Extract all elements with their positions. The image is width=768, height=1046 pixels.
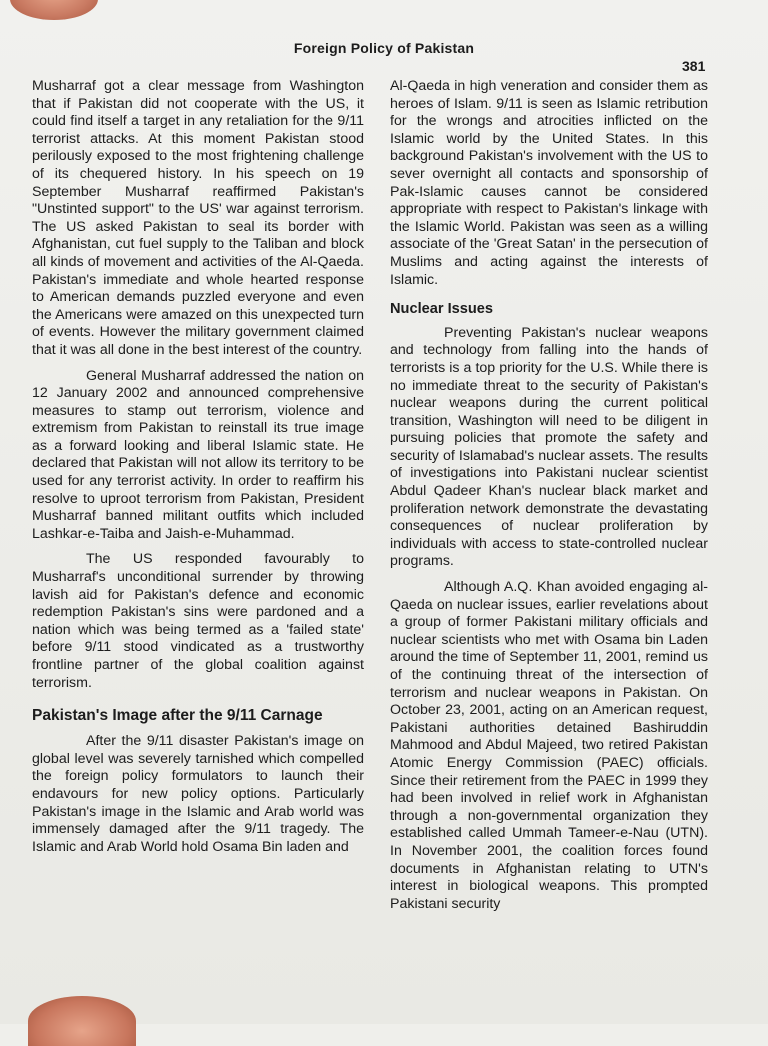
paragraph: Although A.Q. Khan avoided engaging al-Qaeda on nuclear issues, earlier revelations about a group of former Pakistani military officials and nuclear scientists who met with Osama bin Laden around the time of September 11, 2001, remind us of the continuing threat of the intersection of terrorism and nuclear weapons in Pakistan. On October 23, 2001, acting on an American request, Pakistani authorities detained Bashiruddin Mahmood and Abdul Majeed, two retired Pakistan Atomic Energy Commission (PAEC) officials. Since their retirement from the PAEC in 1999 they had been involved in relief work in Afghanistan through a non-governmental organization they established called Ummah Tameer-e-Nau (UTN). In November 2001, the coalition forces found documents in Afghanistan relating to UTN's interest in biological weapons. This prompted Pakistani security <box>390 579 708 912</box>
section-heading: Nuclear Issues <box>390 301 494 318</box>
paragraph: Preventing Pakistan's nuclear weapons and technology from falling into the hands of terrorists is a top priority for the U.S. While there is no immediate threat to the security of Pakistan's nuclear weapons during the current political transition, Washington will need to be diligent in pursuing policies that promote the safety and security of Islamabad's nuclear assets. The results of investigations into Pakistani nuclear scientist Abdul Qadeer Khan's nuclear black market and proliferation network demonstrate the devastating consequences of nuclear proliferation by individuals with access to state-controlled nuclear programs. <box>390 324 708 570</box>
thumb-top <box>10 0 98 20</box>
running-title: Foreign Policy of Pakistan <box>293 40 475 56</box>
paragraph: Musharraf got a clear message from Washington that if Pakistan did not cooperate with the US, it could find itself a target in any retaliation for the 9/11 terrorist attacks. At this moment Pakistan stood perilously exposed to the most frightening challenge of its chequered history. In his speech on 19 September Musharraf reaffirmed Pakistan's "Unstinted support" to the US' war against terrorism. The US asked Pakistan to seal its border with Afghanistan, cut fuel supply to the Taliban and block all kinds of movement and activities of the Al-Qaeda. Pakistan's immediate and whole hearted response to American demands puzzled everyone and even the Americans were amazed on this unexpected turn of events. However the military government claimed that it was all done in the best interest of the country. <box>32 78 364 358</box>
page-number: 381 <box>682 58 706 74</box>
paragraph: Al-Qaeda in high veneration and consider them as heroes of Islam. 9/11 is seen as Islamic retribution for the wrongs and atrocities inflicted on the Islamic world by the United States. In this background Pakistan's involvement with the US to sever overnight all contacts and sponsorship of Pak-Islamic causes cannot be considered appropriate with respect to Pakistan's linkage with the Islamic World. Pakistan was seen as a willing associate of the 'Great Satan' in the persecution of Muslims and acting against the interests of Islamic. <box>390 78 708 288</box>
section-heading: Pakistan's Image after the 9/11 Carnage <box>32 707 323 725</box>
paragraph: After the 9/11 disaster Pakistan's image on global level was severely tarnished which compelled the foreign policy formulators to launch their endavours for new policy options. Particularly Pakistan's image in the Islamic and Arab world was immensely damaged after the 9/11 tragedy. The Islamic and Arab World hold Osama Bin laden and <box>32 733 364 855</box>
thumb-bottom <box>28 996 136 1046</box>
paragraph: The US responded favourably to Musharraf's unconditional surrender by throwing lavish aid for Pakistan's defence and economic redemption Pakistan's sins were pardoned and a nation which was being termed as a 'failed state' before 9/11 stood vindicated as a trustworthy frontline partner of the global coalition against terrorism. <box>32 551 364 691</box>
paragraph: General Musharraf addressed the nation on 12 January 2002 and announced comprehensive measures to stamp out terrorism, violence and extremism from Pakistan to reinstall its true image as a forward looking and liberal Islamic state. He declared that Pakistan will not allow its territory to be used for any terrorist activity. In order to reaffirm his resolve to uproot terrorism from Pakistan, President Musharraf banned militant outfits which included Lashkar-e-Taiba and Jaish-e-Muhammad. <box>32 367 364 542</box>
left-column <box>32 78 364 856</box>
right-column <box>390 78 708 913</box>
